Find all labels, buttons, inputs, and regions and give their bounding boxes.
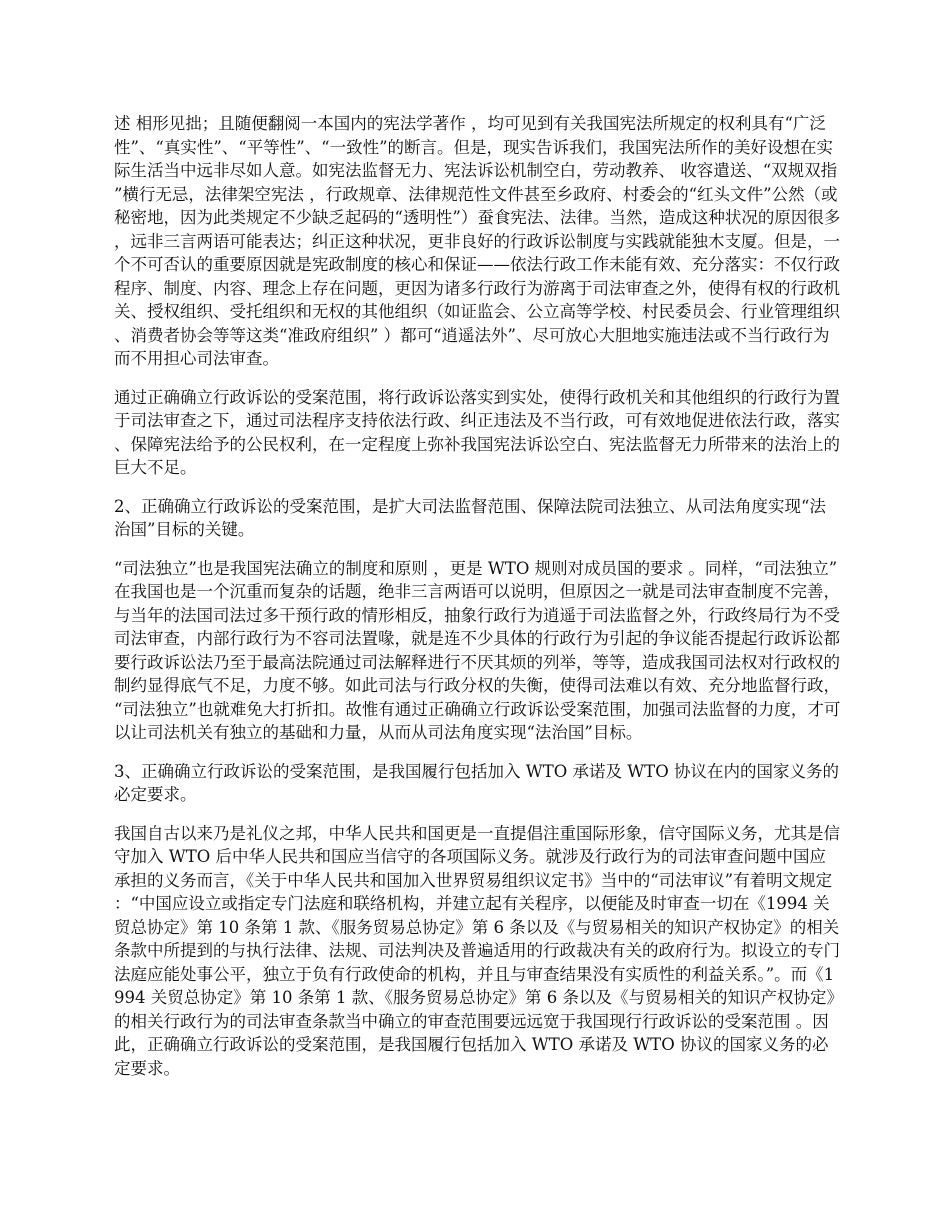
paragraph-judicial-independence: “司法独立”也是我国宪法确立的制度和原则 ，更是 WTO 规则对成员国的要求 。同样，“司法独立”在我国也是一个沉重而复杂的话题，绝非三言两语可以说明，但原因之一就是司法审查制度不完善，与当年的法国司法过多干预行政的情形相反，抽象行政行为逍遥于司法监督之外，行政终局行为不受司法审查，内部行政行为不容司法置喙，就是连不少具体的行政行为引起的争议能否提起行政诉讼都要行政诉讼法乃至于最高法院通过司法解释进行不厌其烦的列举，等等，造成我国司法权对行政权的制约显得底气不足，力度不够。如此司法与行政分权的失衡，使得司法难以有效、充分地监督行政，“司法独立”也就难免大打折扣。故惟有通过正确确立行政诉讼受案范围，加强司法监督的力度，才可以让司法机关有独立的基础和力量，从而从司法角度实现“法治国”目标。 [114,558,841,742]
paragraph-constitution-gap: 述 相形见拙；且随便翻阅一本国内的宪法学著作 ，均可见到有关我国宪法所规定的权利具有“广泛性”、“真实性”、“平等性”、“一致性”的断言。但是，现实告诉我们，我国宪法所作的美好设想在实际生活当中远非尽如人意。如宪法监督无力、宪法诉讼机制空白，劳动教养、 收容遣送、“双规双指”横行无忌，法律架空宪法 ，行政规章、法律规范性文件甚至乡政府、村委会的“红头文件”公然（或秘密地，因为此类规定不少缺乏起码的“透明性”）蚕食宪法、法律。当然，造成这种状况的原因很多，远非三言两语可能表达；纠正这种状况，更非良好的行政诉讼制度与实践就能独木支厦。但是，一个不可否认的重要原因就是宪政制度的核心和保证——依法行政工作未能有效、充分落实：不仅行政程序、制度、内容、理念上存在问题，更因为诸多行政行为游离于司法审查之外，使得有权的行政机关、授权组织、受托组织和无权的其他组织（如证监会、公立高等学校、村民委员会、行业管理组织、消费者协会等等这类“准政府组织” ）都可“逍遥法外”、尽可放心大胆地实施违法或不当行政行为而不用担心司法审查。 [114,114,841,368]
paragraph-scope-remedy: 通过正确确立行政诉讼的受案范围，将行政诉讼落实到实处，使得行政机关和其他组织的行政行为置于司法审查之下，通过司法程序支持依法行政、纠正违法及不当行政，可有效地促进依法行政，落实、保障宪法给予的公民权利，在一定程度上弥补我国宪法诉讼空白、宪法监督无力所带来的法治上的巨大不足。 [114,387,840,477]
heading-point-2: 2、正确确立行政诉讼的受案范围，是扩大司法监督范围、保障法院司法独立、从司法角度实现“法治国”目标的关键。 [114,496,826,539]
paragraph-wto-obligations: 我国自古以来乃是礼仪之邦，中华人民共和国更是一直提倡注重国际形象，信守国际义务，尤其是信守加入 WTO 后中华人民共和国应当信守的各项国际义务。就涉及行政行为的司法审查问题中国应承担的义务而言，《关于中华人民共和国加入世界贸易组织议定书》当中的“司法审议”有着明文规定：“中国应设立或指定专门法庭和联络机构，并建立起有关程序，以便能及时审查一切在《1994 关贸总协定》第 10 条第 1 款、《服务贸易总协定》第 6 条以及《与贸易相关的知识产权协定》的相关条款中所提到的与执行法律、法规、司法判决及普遍适用的行政裁决有关的政府行为。拟设立的专门法庭应能处事公平，独立于负有行政使命的机构，并且与审查结果没有实质性的利益关系。”。而《1994 关贸总协定》第 10 条第 1 款、《服务贸易总协定》第 6 条以及《与贸易相关的知识产权协定》的相关行政行为的司法审查条款当中确立的审查范围要远远宽于我国现行行政诉讼的受案范围 。因此，正确确立行政诉讼的受案范围，是我国履行包括加入 WTO 承诺及 WTO 协议的国家义务的必定要求。 [114,823,840,1078]
heading-point-3: 3、正确确立行政诉讼的受案范围，是我国履行包括加入 WTO 承诺及 WTO 协议在内的国家义务的必定要求。 [114,761,839,804]
document-page [114,112,841,1095]
